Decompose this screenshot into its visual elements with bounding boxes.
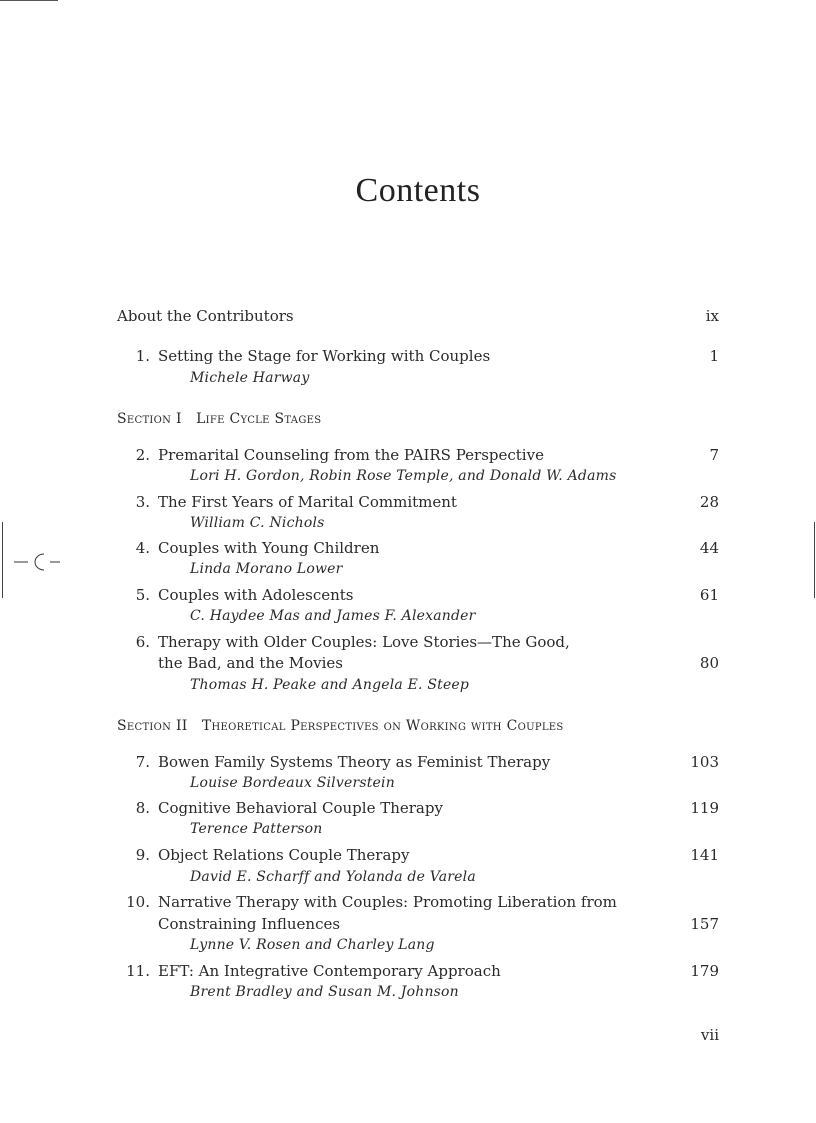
toc-chapter-title: Cognitive Behavioral Couple Therapy <box>158 799 443 817</box>
toc-chapter-page: 44 <box>699 539 719 557</box>
toc-chapter-author: Linda Morano Lower <box>190 561 343 577</box>
toc-chapter-page: 103 <box>690 753 719 771</box>
section-title: Life Cycle Stages <box>196 411 322 427</box>
toc-chapter-title: Narrative Therapy with Couples: Promoting Liberation from <box>158 893 617 911</box>
toc-chapter-page: 28 <box>699 493 719 511</box>
toc-chapter-title: EFT: An Integrative Contemporary Approach <box>158 962 501 980</box>
toc-chapter-page: 179 <box>690 962 719 980</box>
toc-chapter-page: 7 <box>709 446 719 464</box>
crop-mark-right <box>814 522 815 598</box>
section-title: Theoretical Perspectives on Working with Couples <box>201 718 564 734</box>
toc-chapter-title: Setting the Stage for Working with Couples <box>158 347 491 365</box>
toc-section-heading <box>117 411 321 427</box>
toc-chapter-title-continued: Constraining Influences <box>158 915 341 933</box>
toc-chapter-number: 7. <box>135 753 150 771</box>
toc-chapter-number: 8. <box>135 799 150 817</box>
section-label: Section II <box>117 718 188 734</box>
toc-chapter-number: 9. <box>135 846 150 864</box>
toc-chapter-title-continued: the Bad, and the Movies <box>158 654 343 672</box>
toc-chapter-number: 3. <box>135 493 150 511</box>
toc-chapter-title: Premarital Counseling from the PAIRS Perspective <box>158 446 544 464</box>
toc-chapter-author: Louise Bordeaux Silverstein <box>190 775 395 791</box>
toc-chapter-page: 157 <box>690 915 719 933</box>
toc-section-heading <box>117 718 564 734</box>
toc-chapter-title: Bowen Family Systems Theory as Feminist Therapy <box>158 753 551 771</box>
toc-chapter-page: 61 <box>699 586 719 604</box>
toc-about-page: ix <box>705 307 719 325</box>
toc-chapter-title: Therapy with Older Couples: Love Stories—The Good, <box>158 633 570 651</box>
toc-chapter-page: 141 <box>690 846 719 864</box>
toc-chapter-author: C. Haydee Mas and James F. Alexander <box>190 608 476 624</box>
toc-about-label: About the Contributors <box>117 307 294 325</box>
toc-chapter-number: 2. <box>135 446 150 464</box>
page-number: vii <box>700 1026 719 1044</box>
toc-chapter-page: 1 <box>709 347 719 365</box>
toc-chapter-page: 80 <box>699 654 719 672</box>
registration-mark-icon <box>14 550 62 574</box>
toc-chapter-number: 1. <box>135 347 150 365</box>
toc-chapter-number: 6. <box>135 633 150 651</box>
toc-chapter-title: The First Years of Marital Commitment <box>158 493 457 511</box>
toc-chapter-author: Terence Patterson <box>190 821 323 837</box>
toc-chapter-number: 4. <box>135 539 150 557</box>
page-title: Contents <box>355 172 481 209</box>
toc-chapter-number: 10. <box>126 893 150 911</box>
toc-chapter-author: Brent Bradley and Susan M. Johnson <box>190 984 459 1000</box>
toc-chapter-page: 119 <box>690 799 719 817</box>
toc-chapter-author: David E. Scharff and Yolanda de Varela <box>190 869 476 885</box>
toc-chapter-title: Object Relations Couple Therapy <box>158 846 410 864</box>
toc-chapter-author: Thomas H. Peake and Angela E. Steep <box>190 677 470 693</box>
crop-mark-left <box>2 522 3 598</box>
toc-chapter-author: Michele Harway <box>190 370 310 386</box>
toc-chapter-title: Couples with Adolescents <box>158 586 354 604</box>
toc-chapter-number: 5. <box>135 586 150 604</box>
toc-chapter-author: Lori H. Gordon, Robin Rose Temple, and Donald W. Adams <box>190 468 617 484</box>
toc-chapter-author: Lynne V. Rosen and Charley Lang <box>190 937 435 953</box>
crop-mark-top <box>0 0 58 1</box>
toc-chapter-number: 11. <box>126 962 150 980</box>
toc-chapter-author: William C. Nichols <box>190 515 325 531</box>
toc-chapter-title: Couples with Young Children <box>158 539 380 557</box>
section-label: Section I <box>117 411 182 427</box>
